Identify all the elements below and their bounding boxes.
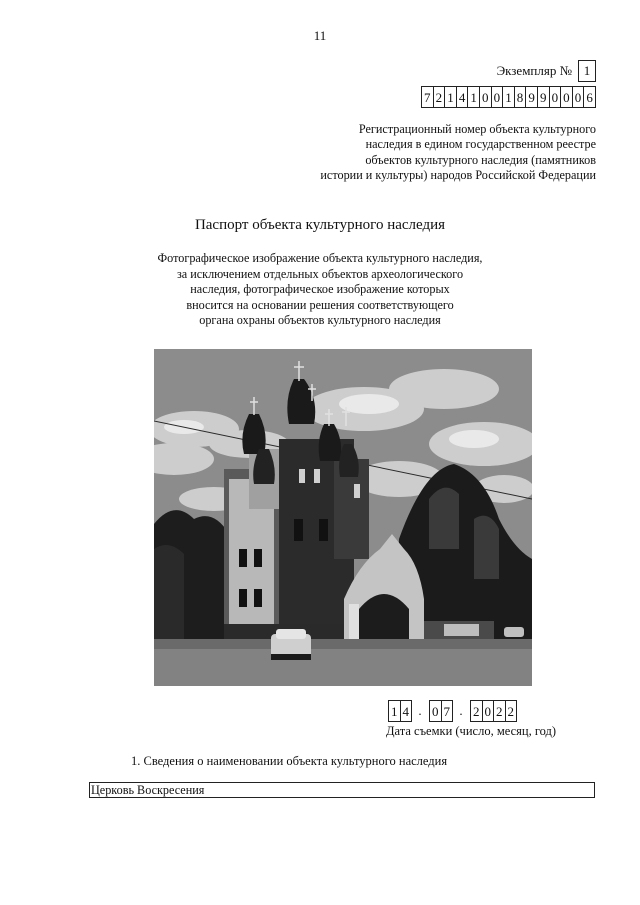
photo-caption — [120, 251, 520, 329]
reg-digit: 0 — [549, 86, 562, 108]
reg-digit: 0 — [560, 86, 573, 108]
caption-line: Регистрационный номер объекта культурного — [358, 122, 596, 136]
caption-line: наследия, фотографическое изображение которых — [190, 282, 450, 297]
date-caption: Дата съемки (число, месяц, год) — [386, 724, 557, 738]
date-year-digit: 0 — [482, 700, 495, 722]
passport-title: Паспорт объекта культурного наследия — [194, 217, 446, 233]
section-1-heading: 1. Сведения о наименовании объекта культурного наследия — [131, 754, 448, 768]
reg-digit: 0 — [572, 86, 585, 108]
reg-digit: 9 — [525, 86, 538, 108]
registration-number — [421, 86, 595, 108]
date-separator: . — [459, 703, 463, 718]
caption-line: объектов культурного наследия (памятников — [365, 152, 596, 167]
date-day-digit: 1 — [388, 700, 401, 722]
date-year-digit: 2 — [470, 700, 483, 722]
caption-line: истории и культуры) народов Российской Федерации — [320, 168, 596, 183]
reg-digit: 1 — [502, 86, 515, 108]
reg-digit: 7 — [421, 86, 434, 108]
page-number: 11 — [313, 28, 327, 43]
reg-digit: 2 — [433, 86, 446, 108]
reg-digit: 1 — [467, 86, 480, 108]
caption-line: вносится на основании решения соответствующего — [186, 297, 454, 312]
church-photo — [154, 349, 532, 686]
reg-digit: 6 — [583, 86, 596, 108]
reg-digit: 0 — [491, 86, 504, 108]
copy-label: Экземпляр № — [496, 63, 572, 78]
photo-date — [388, 700, 516, 722]
caption-line: Фотографическое изображение объекта культурного наследия, — [157, 251, 483, 265]
caption-line: наследия в едином государственном реестре — [365, 137, 596, 152]
date-day-digit: 4 — [400, 700, 413, 722]
date-month-digit: 0 — [429, 700, 442, 722]
caption-line: за исключением отдельных объектов археологического — [176, 266, 464, 281]
copy-number-box: 1 — [578, 60, 596, 82]
date-year-digit: 2 — [493, 700, 506, 722]
registration-caption — [196, 122, 596, 184]
copy-number-row — [497, 60, 596, 82]
reg-digit: 8 — [514, 86, 527, 108]
caption-line: органа охраны объектов культурного наследия — [199, 313, 441, 328]
reg-digit: 4 — [456, 86, 469, 108]
object-name-field: Церковь Воскресения — [89, 782, 595, 798]
photo-car — [271, 629, 311, 660]
date-separator: . — [418, 703, 422, 718]
reg-digit: 0 — [479, 86, 492, 108]
photo-trees-left — [154, 510, 234, 639]
date-year-digit: 2 — [505, 700, 518, 722]
reg-digit: 9 — [537, 86, 550, 108]
reg-digit: 1 — [444, 86, 457, 108]
date-month-digit: 7 — [441, 700, 454, 722]
